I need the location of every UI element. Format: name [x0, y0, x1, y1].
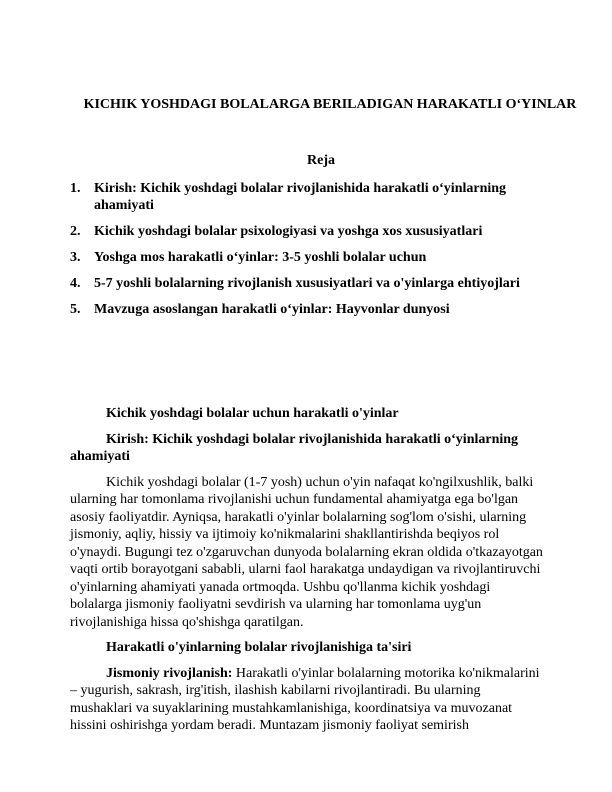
- plan-item: [70, 180, 540, 214]
- plan-item-text: Kichik yoshdagi bolalar psixologiyasi va yoshga xos xususiyatlari: [94, 224, 483, 239]
- plan-item-number: 2.: [70, 224, 81, 239]
- section-title: Kichik yoshdagi bolalar uchun harakatli o'yinlar: [106, 406, 399, 421]
- plan-item: [70, 249, 540, 266]
- impact-heading: Harakatli o'yinlarning bolalar rivojlanishiga ta'siri: [106, 640, 412, 655]
- physical-development-lead: Jismoniy rivojlanish:: [106, 665, 233, 681]
- plan-item-number: 1.: [70, 181, 81, 196]
- plan-item-text: Mavzuga asoslangan harakatli o‘yinlar: Hayvonlar dunyosi: [94, 302, 450, 317]
- physical-development-text: Harakatli o'yinlar bolalarning motorika ko'nikmalarini – yugurish, sakrash, irg'itish, ilashish kabilarni rivojlantiradi. Bu ularning mushaklari va suyaklarining mustahkamlanishiga, koordinatsiya va muvozanat hissini oshirishga yordam beradi. Muntazam jismoniy faoliyat semirish: [70, 665, 540, 733]
- plan-item-text: Kirish: Kichik yoshdagi bolalar rivojlanishida harakatli o‘yinlarning ahamiyati: [94, 181, 507, 213]
- document-title: KICHIK YOSHDAGI BOLALARGA BERILADIGAN HARAKATLI O‘YINLAR: [83, 97, 577, 112]
- document-body: [70, 405, 543, 743]
- physical-development-paragraph: [70, 665, 543, 735]
- intro-paragraph: Kichik yoshdagi bolalar (1-7 yosh) uchun o'yin nafaqat ko'ngilxushlik, balki ularning har tomonlama rivojlanishi uchun fundamental ahamiyatga ega bo'lgan asosiy faoliyatdir. Ayniqsa, harakatli o'yinlar bolalarning sog'lom o'sishi, ularning jismoniy, aqliy, hissiy va ijtimoiy ko'nikmalarini shakllantirishda beqiyos rol o'ynaydi. Bugungi tez o'zgaruvchan dunyoda bolalarning ekran oldida o'tkazayotgan vaqti ortib borayotgani sababli, ularni faol harakatga undaydigan va rivojlantiruvchi o'yinlarning ahamiyati yanada ortmoqda. Ushbu qo'llanma kichik yoshdagi bolalarga jismoniy faoliyatni sevdirish va ularning har tomonlama uyg'un rivojlanishiga hissa qo'shishga qaratilgan.: [70, 474, 543, 630]
- plan-item: [70, 301, 540, 318]
- plan-list: [70, 180, 540, 327]
- plan-item-text: 5-7 yoshli bolalarning rivojlanish xususiyatlari va o'yinlarga ehtiyojlari: [94, 276, 520, 291]
- plan-heading: Reja: [307, 153, 335, 168]
- intro-heading: Kirish: Kichik yoshdagi bolalar rivojlanishida harakatli o‘yinlarning ahamiyati: [70, 431, 519, 464]
- plan-item: [70, 223, 540, 240]
- plan-item-number: 4.: [70, 276, 81, 291]
- plan-item: [70, 275, 540, 292]
- plan-item-text: Yoshga mos harakatli o‘yinlar: 3-5 yoshli bolalar uchun: [94, 250, 427, 265]
- plan-item-number: 5.: [70, 302, 81, 317]
- plan-item-number: 3.: [70, 250, 81, 265]
